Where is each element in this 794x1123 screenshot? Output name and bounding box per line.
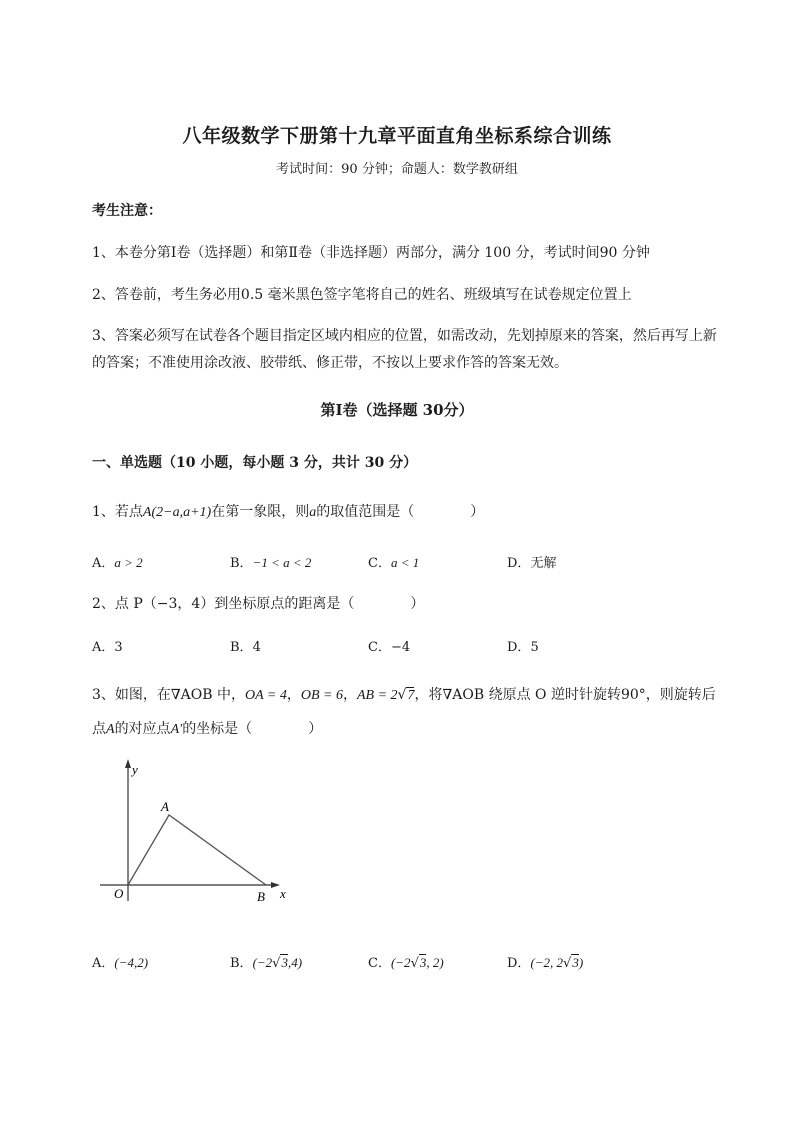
option-value: a < 1 xyxy=(390,555,420,570)
option-value: a > 2 xyxy=(114,555,143,570)
q2-close: ） xyxy=(410,596,425,612)
option-label: D． xyxy=(507,956,531,971)
q1-prefix: 1、若点 xyxy=(92,504,143,520)
option-value: (−2, 2 xyxy=(530,955,564,970)
q1-option-a[interactable] xyxy=(92,552,143,571)
option-label: C． xyxy=(368,556,391,571)
notice-heading: 考生注意： xyxy=(92,203,162,219)
option-value: ,4) xyxy=(287,955,303,970)
option-value: −1 < a < 2 xyxy=(252,555,312,570)
q3-sep: ， xyxy=(342,687,357,703)
option-label: C． xyxy=(368,956,391,971)
option-label: C． xyxy=(368,640,391,655)
question-1-stem xyxy=(92,501,484,521)
option-label: A． xyxy=(92,640,115,655)
question-2-stem xyxy=(92,593,424,613)
q3-close: ） xyxy=(308,721,323,737)
sqrt-sign: √ xyxy=(410,956,419,971)
option-label: D． xyxy=(507,556,531,571)
exam-title: 八年级数学下册第十九章平面直角坐标系综合训练 xyxy=(182,125,612,147)
q3-sep: ， xyxy=(286,687,301,703)
option-value: −4 xyxy=(390,640,411,655)
option-label: B． xyxy=(230,556,253,571)
origin-label: O xyxy=(114,886,124,901)
q3-oa: OA = 4 xyxy=(245,688,287,703)
option-label: A． xyxy=(92,956,115,971)
q1-option-c[interactable] xyxy=(368,552,419,571)
q3-line2-mid: 的对应点 xyxy=(114,721,171,737)
notice-item-3-line-1: 3、答案必须写在试卷各个题目指定区域内相应的位置，如需改动，先划掉原来的答案，然后再写上新 xyxy=(92,328,717,344)
q3-ob: OB = 6 xyxy=(300,688,343,703)
q3-option-d[interactable] xyxy=(507,952,583,971)
q2-option-c[interactable] xyxy=(368,636,410,655)
option-label: B． xyxy=(230,956,253,971)
question-3-stem-line-1 xyxy=(92,684,716,704)
q3-option-b[interactable] xyxy=(230,952,302,971)
q2-stem-text: 2、点 P（−3，4）到坐标原点的距离是（ xyxy=(92,596,355,612)
option-value: ) xyxy=(578,955,584,970)
point-b-label: B xyxy=(257,889,265,904)
option-value: 5 xyxy=(530,640,539,655)
x-axis-arrow-icon xyxy=(271,882,280,888)
q1-option-b[interactable] xyxy=(230,552,311,571)
option-label: D． xyxy=(507,640,531,655)
part-title: 一、单选题（10 小题，每小题 3 分，共计 30 分） xyxy=(92,455,418,471)
q3-option-c[interactable] xyxy=(368,952,444,971)
point-a-label: A xyxy=(161,799,169,814)
q1-mid: 在第一象限，则 xyxy=(211,504,310,520)
option-value: (−2 xyxy=(390,955,411,970)
exam-subtitle: 考试时间：90 分钟；命题人：数学教研组 xyxy=(276,162,518,177)
q3-prefix: 3、如图，在∇AOB 中， xyxy=(92,687,246,703)
q1-suffix: 的取值范围是（ xyxy=(316,504,415,520)
option-value: , 2) xyxy=(426,955,444,970)
notice-item-3-line-2: 的答案；不准使用涂改液、胶带纸、修正带，不按以上要求作答的答案无效。 xyxy=(92,355,568,371)
q3-line2-pre: 点 xyxy=(92,721,106,737)
section-title: 第Ⅰ卷（选择题 30分） xyxy=(320,401,474,419)
option-label: A． xyxy=(92,556,115,571)
notice-item-1: 1、本卷分第Ⅰ卷（选择题）和第Ⅱ卷（非选择题）两部分，满分 100 分，考试时间90 分钟 xyxy=(92,245,650,261)
q3-option-a[interactable] xyxy=(92,952,148,971)
option-value: 4 xyxy=(252,640,261,655)
q3-a-var: A xyxy=(106,722,115,737)
q3-ab: AB = 2 xyxy=(356,688,398,703)
triangle-figure xyxy=(96,756,296,906)
x-axis-label: x xyxy=(280,886,286,901)
option-value: 3 xyxy=(114,640,123,655)
sqrt-sign: √ xyxy=(272,956,281,971)
q3-ab-radicand: 7 xyxy=(407,688,415,703)
sqrt-sign: √ xyxy=(563,956,572,971)
q1-point-expression: A(2−a,a+1) xyxy=(142,505,212,520)
triangle-aob xyxy=(128,815,266,885)
sqrt-sign: √ xyxy=(397,687,407,703)
q2-option-d[interactable] xyxy=(507,636,539,655)
option-radicand: 3 xyxy=(419,955,427,970)
q3-rest: ，将∇AOB 绕原点 O 逆时针旋转90°，则旋转后 xyxy=(414,687,716,703)
question-3-stem-line-2 xyxy=(92,718,322,738)
option-label: B． xyxy=(230,640,253,655)
q2-option-a[interactable] xyxy=(92,636,123,655)
option-value: (−4,2) xyxy=(114,955,149,970)
q1-option-d[interactable] xyxy=(507,552,556,571)
q2-option-b[interactable] xyxy=(230,636,261,655)
option-value: (−2 xyxy=(252,955,273,970)
option-value: 无解 xyxy=(530,556,557,571)
option-radicand: 3 xyxy=(281,955,288,970)
q3-line2-post: 的坐标是（ xyxy=(182,721,253,737)
q1-close: ） xyxy=(470,504,485,520)
q3-a-prime: A′ xyxy=(170,722,183,737)
y-axis-label: y xyxy=(132,762,138,777)
y-axis-arrow-icon xyxy=(125,759,131,768)
notice-item-2: 2、答卷前，考生务必用0.5 毫米黑色签字笔将自己的姓名、班级填写在试卷规定位置上 xyxy=(92,287,632,303)
option-radicand: 3 xyxy=(572,955,579,970)
q1-variable: a xyxy=(309,505,317,520)
